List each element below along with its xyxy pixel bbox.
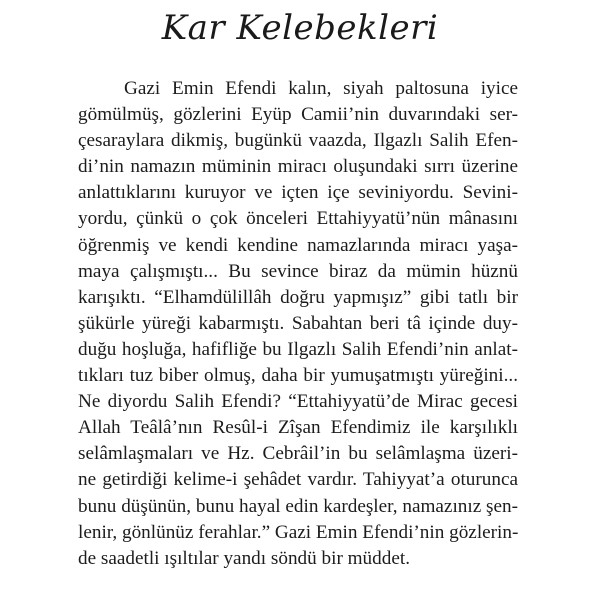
text-line: yordu, çünkü o çok önceleri Ettahiyyatü’nün mânasını [78,208,518,230]
chapter-title: Kar Kelebekleri [161,8,439,48]
text-line: gömülmüş, gözlerini Eyüp Camii’nin duvarındaki ser- [78,104,518,126]
text-line: Allah Teâlâ’nın Resûl-i Zîşan Efendimiz ile karşılıklı [78,417,518,439]
text-line: anlattıklarını kuruyor ve içten içe seviniyordu. Sevini- [78,182,518,204]
text-line: Ne diyordu Salih Efendi? “Ettahiyyatü’de Mirac gecesi [78,391,518,413]
text-line: tıkları tuz biber olmuş, daha bir yumuşatmıştı yüreğini... [78,365,518,387]
text-line: şükürle yüreği kabarmıştı. Sabahtan beri tâ içinde duy- [78,312,518,334]
text-line: duğu hoşluğa, hafifliğe bu Ilgazlı Salih Efendi’nin anlat- [78,338,518,360]
text-line: Gazi Emin Efendi kalın, siyah paltosuna iyice [124,78,518,99]
text-line: karışıktı. “Elhamdülillâh doğru yapmışız” gibi tatlı bir [78,286,518,308]
text-line: bunu düşünün, bunu hayal edin kardeşler, namazınız şen- [78,495,518,517]
text-line: maya çalışmıştı... Bu sevince biraz da mümin hüznü [78,260,518,282]
text-line: ne getirdiği kelime-i şehâdet vardır. Tahiyyat’a oturunca [78,469,518,491]
text-line: de saadetli ışıltılar yandı söndü bir müddet. [78,547,410,569]
text-line: öğrenmiş ve kendi kendine namazlarında miracı yaşa- [78,234,518,256]
text-line: çesaraylara dikmiş, bugünkü vaazda, Ilgazlı Salih Efen- [78,130,518,152]
text-line: selâmlaşmaları ve Hz. Cebrâil’in bu selâmlaşma üzeri- [78,443,518,465]
text-line: lenir, gönlünüz ferahlar.” Gazi Emin Efendi’nin gözlerin- [78,521,519,543]
text-line: di’nin namazın müminin miracı oluşundaki sırrı üzerine [78,156,518,178]
paragraph [78,76,518,572]
